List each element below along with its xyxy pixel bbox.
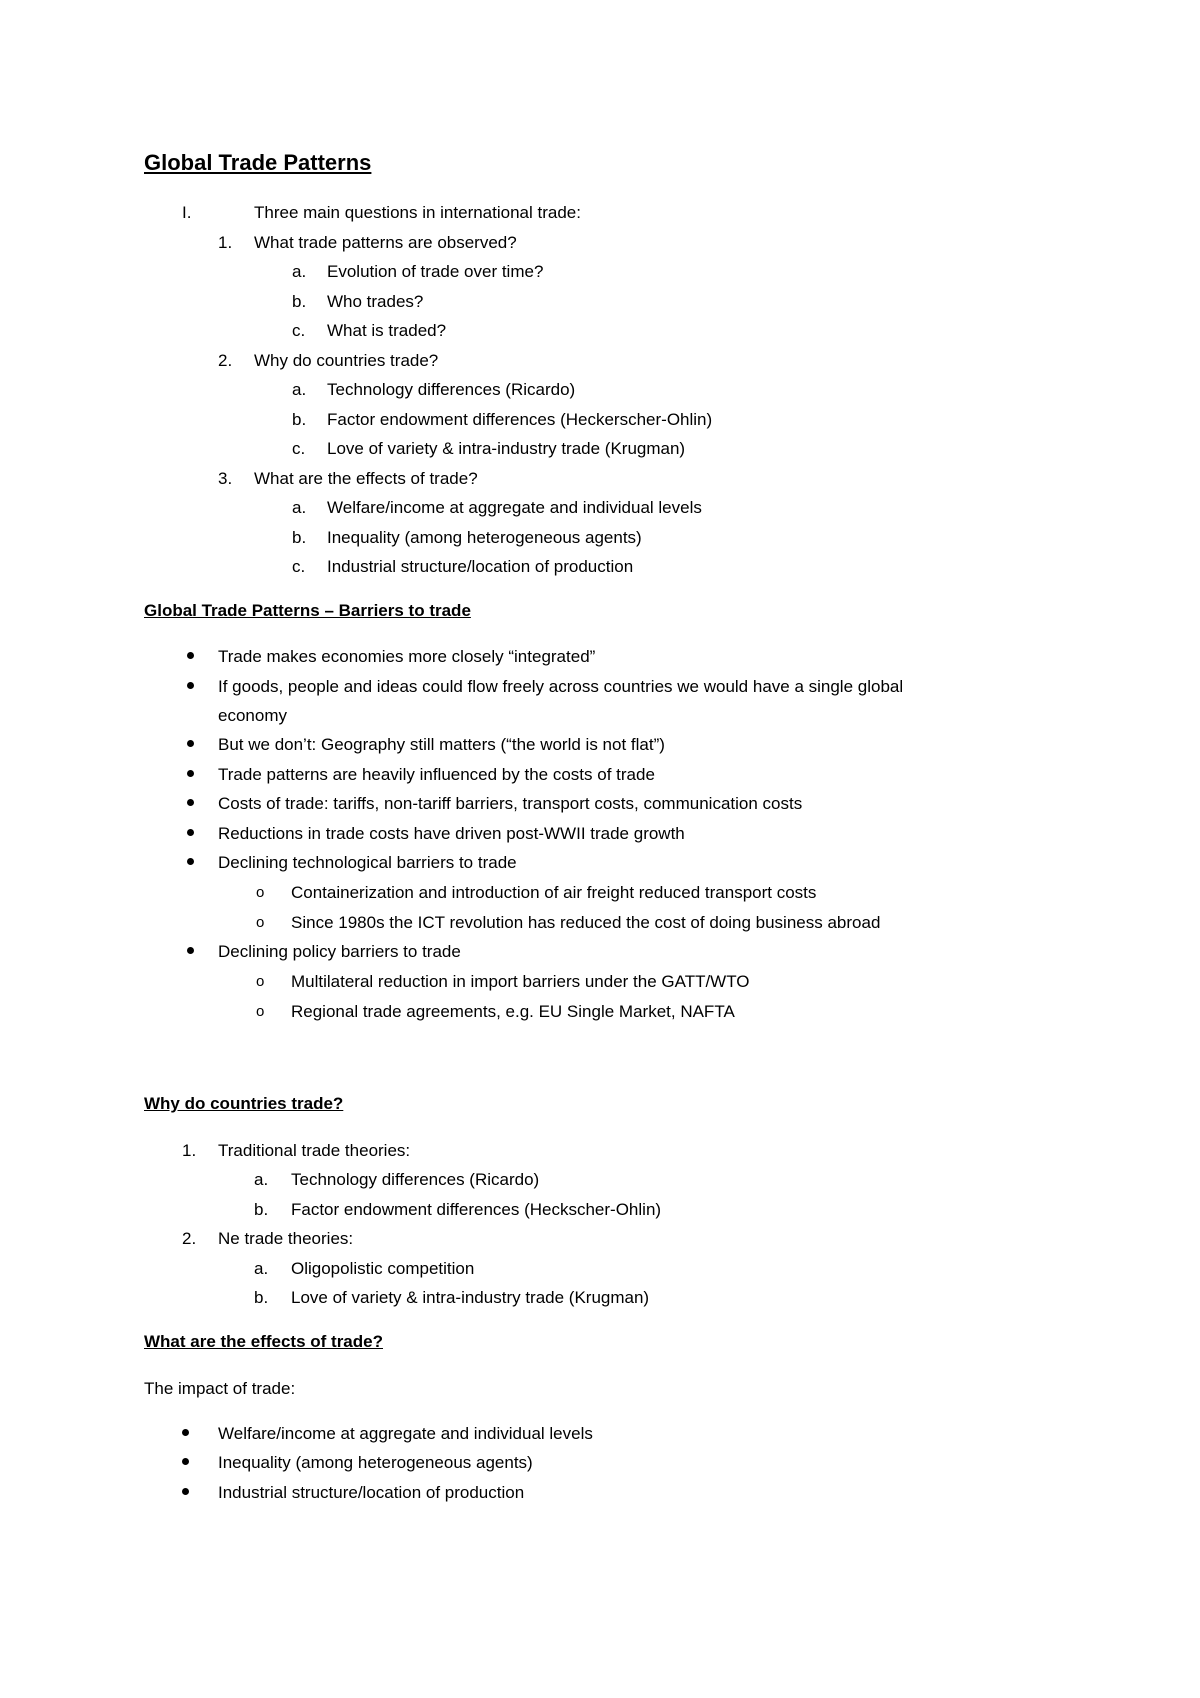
section2-bullet: But we don’t: Geography still matters (“the world is not flat”) [218,735,665,754]
bullet-dot [182,1488,189,1495]
q2-a-text: Technology differences (Ricardo) [327,380,576,399]
sub-bullet-marker: o [256,914,265,931]
section2-sub-bullet: Regional trade agreements, e.g. EU Single Market, NAFTA [291,1002,735,1021]
s3-item2-a-letter: a. [254,1259,269,1278]
q2-b-text: Factor endowment differences (Heckerscher-Ohlin) [327,410,713,429]
q3-b-letter: b. [292,528,307,547]
q3-c-text: Industrial structure/location of production [327,557,634,576]
q1-number: 1. [218,233,233,252]
q3-a-letter: a. [292,498,307,517]
roman-marker: I. [182,203,192,222]
q3-text: What are the effects of trade? [254,469,478,488]
section2-bullet: Reductions in trade costs have driven post-WWII trade growth [218,824,685,843]
s3-item1-a-letter: a. [254,1170,269,1189]
section4-bullet: Welfare/income at aggregate and individual levels [218,1424,593,1443]
section2-bullet: Trade patterns are heavily influenced by the costs of trade [218,765,655,784]
section2-bullet: Costs of trade: tariffs, non-tariff barriers, transport costs, communication costs [218,794,803,813]
q1-a-letter: a. [292,262,307,281]
s3-item1-b-letter: b. [254,1200,269,1219]
q3-a-text: Welfare/income at aggregate and individual levels [327,498,702,517]
q2-a-letter: a. [292,380,307,399]
q1-b-letter: b. [292,292,307,311]
section4-heading: What are the effects of trade? [144,1332,383,1351]
section2-bullet: Declining policy barriers to trade [218,942,461,961]
q3-c-letter: c. [292,557,306,576]
bullet-dot [187,740,194,747]
bullet-dot [187,682,194,689]
sub-bullet-marker: o [256,973,265,990]
s3-item1-a-text: Technology differences (Ricardo) [291,1170,540,1189]
q2-b-letter: b. [292,410,307,429]
s3-item1-b-text: Factor endowment differences (Heckscher-Ohlin) [291,1200,662,1219]
s3-item1-number: 1. [182,1141,197,1160]
s3-item2-a-text: Oligopolistic competition [291,1259,475,1278]
page-title: Global Trade Patterns [144,150,372,175]
section2-bullet: Trade makes economies more closely “integrated” [218,647,596,666]
section2-bullet-continuation: economy [218,706,287,725]
section2-sub-bullet: Containerization and introduction of air freight reduced transport costs [291,883,817,902]
sub-bullet-marker: o [256,884,265,901]
q2-text: Why do countries trade? [254,351,439,370]
q2-c-letter: c. [292,439,306,458]
q1-text: What trade patterns are observed? [254,233,517,252]
section4-intro: The impact of trade: [144,1379,296,1398]
q1-c-letter: c. [292,321,306,340]
bullet-dot [187,947,194,954]
q3-b-text: Inequality (among heterogeneous agents) [327,528,642,547]
q2-c-text: Love of variety & intra-industry trade (Krugman) [327,439,686,458]
bullet-dot [187,858,194,865]
s3-item2-number: 2. [182,1229,197,1248]
section2-sub-bullet: Multilateral reduction in import barriers under the GATT/WTO [291,972,750,991]
bullet-dot [187,652,194,659]
s3-item2-text: Ne trade theories: [218,1229,354,1248]
q1-b-text: Who trades? [327,292,424,311]
q2-number: 2. [218,351,233,370]
section2-bullet: Declining technological barriers to trade [218,853,517,872]
s3-item1-text: Traditional trade theories: [218,1141,411,1160]
s3-item2-b-text: Love of variety & intra-industry trade (Krugman) [291,1288,650,1307]
section2-bullet: If goods, people and ideas could flow freely across countries we would have a single global [218,677,904,696]
section4-bullet: Industrial structure/location of production [218,1483,525,1502]
bullet-dot [182,1458,189,1465]
section2-sub-bullet: Since 1980s the ICT revolution has reduced the cost of doing business abroad [291,913,881,932]
q1-c-text: What is traded? [327,321,447,340]
bullet-dot [182,1429,189,1436]
bullet-dot [187,770,194,777]
section4-bullet: Inequality (among heterogeneous agents) [218,1453,533,1472]
q1-a-text: Evolution of trade over time? [327,262,544,281]
s3-item2-b-letter: b. [254,1288,269,1307]
section1-intro: Three main questions in international trade: [254,203,581,222]
section2-heading: Global Trade Patterns – Barriers to trade [144,601,471,620]
bullet-dot [187,799,194,806]
section3-heading: Why do countries trade? [144,1094,344,1113]
sub-bullet-marker: o [256,1003,265,1020]
q3-number: 3. [218,469,233,488]
bullet-dot [187,829,194,836]
